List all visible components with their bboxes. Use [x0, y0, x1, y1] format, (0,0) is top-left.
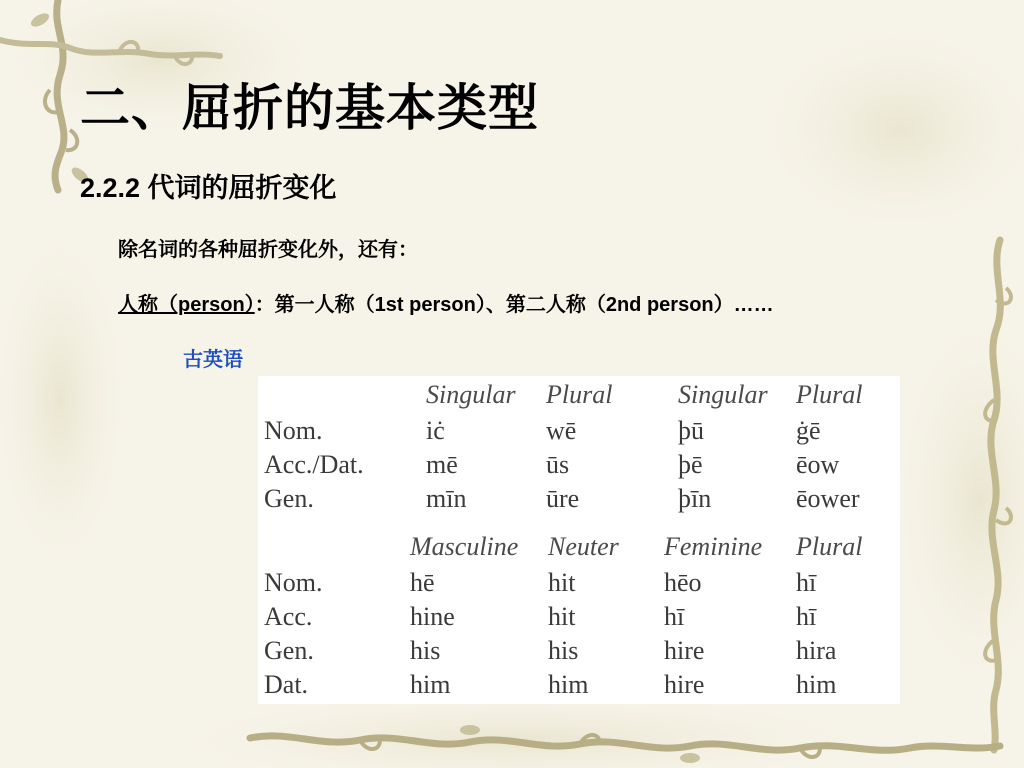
table-cell: him	[796, 670, 837, 699]
table-cell: þē	[678, 450, 703, 479]
table-cell: ġē	[796, 416, 821, 445]
column-header: Plural	[796, 380, 863, 409]
table-cell: þīn	[678, 484, 712, 513]
intro-text: 除名词的各种屈折变化外，还有：	[118, 239, 418, 261]
table-cell: hē	[410, 568, 435, 597]
table-cell: his	[548, 636, 579, 665]
table-cell: him	[410, 670, 451, 699]
table-cell: him	[548, 670, 589, 699]
case-label: Acc./Dat.	[264, 450, 364, 479]
table-cell: ūre	[546, 484, 580, 513]
old-english-label: 古英语	[183, 349, 243, 371]
table-cell: iċ	[426, 416, 445, 445]
table-cell: hī	[796, 568, 817, 597]
slide-title: 二、屈折的基本类型	[80, 80, 539, 136]
table-cell: mē	[426, 450, 458, 479]
column-header: Masculine	[410, 532, 519, 561]
column-header: Singular	[678, 380, 768, 409]
table-cell: ēower	[796, 484, 860, 513]
table-cell: ēow	[796, 450, 840, 479]
table-cell: hire	[664, 670, 705, 699]
table-cell: hēo	[664, 568, 702, 597]
column-header: Neuter	[548, 532, 619, 561]
case-label: Gen.	[264, 636, 314, 665]
table-cell: hī	[796, 602, 817, 631]
person-term: 人称（person）	[118, 294, 255, 316]
section-heading: 2.2.2 代词的屈折变化	[80, 173, 337, 203]
table-cell: hire	[664, 636, 705, 665]
table-cell: hira	[796, 636, 837, 665]
table-cell: mīn	[426, 484, 467, 513]
case-label: Dat.	[264, 670, 309, 699]
column-header: Singular	[426, 380, 516, 409]
table-cell: hit	[548, 568, 576, 597]
case-label: Nom.	[264, 568, 323, 597]
person-line	[118, 288, 774, 317]
case-label: Acc.	[264, 602, 313, 631]
table-cell: hine	[410, 602, 455, 631]
person-line-rest: ：第一人称（1st person）、第二人称（2nd person）……	[254, 294, 774, 316]
case-label: Nom.	[264, 416, 323, 445]
table-cell: þū	[678, 416, 704, 445]
table-cell: ūs	[546, 450, 570, 479]
table-cell: his	[410, 636, 441, 665]
table-cell: hit	[548, 602, 576, 631]
table-cell: wē	[546, 416, 577, 445]
pronoun-table	[258, 376, 900, 704]
column-header: Plural	[546, 380, 613, 409]
column-header: Feminine	[664, 532, 763, 561]
case-label: Gen.	[264, 484, 314, 513]
table-cell: hī	[664, 602, 685, 631]
column-header: Plural	[796, 532, 863, 561]
